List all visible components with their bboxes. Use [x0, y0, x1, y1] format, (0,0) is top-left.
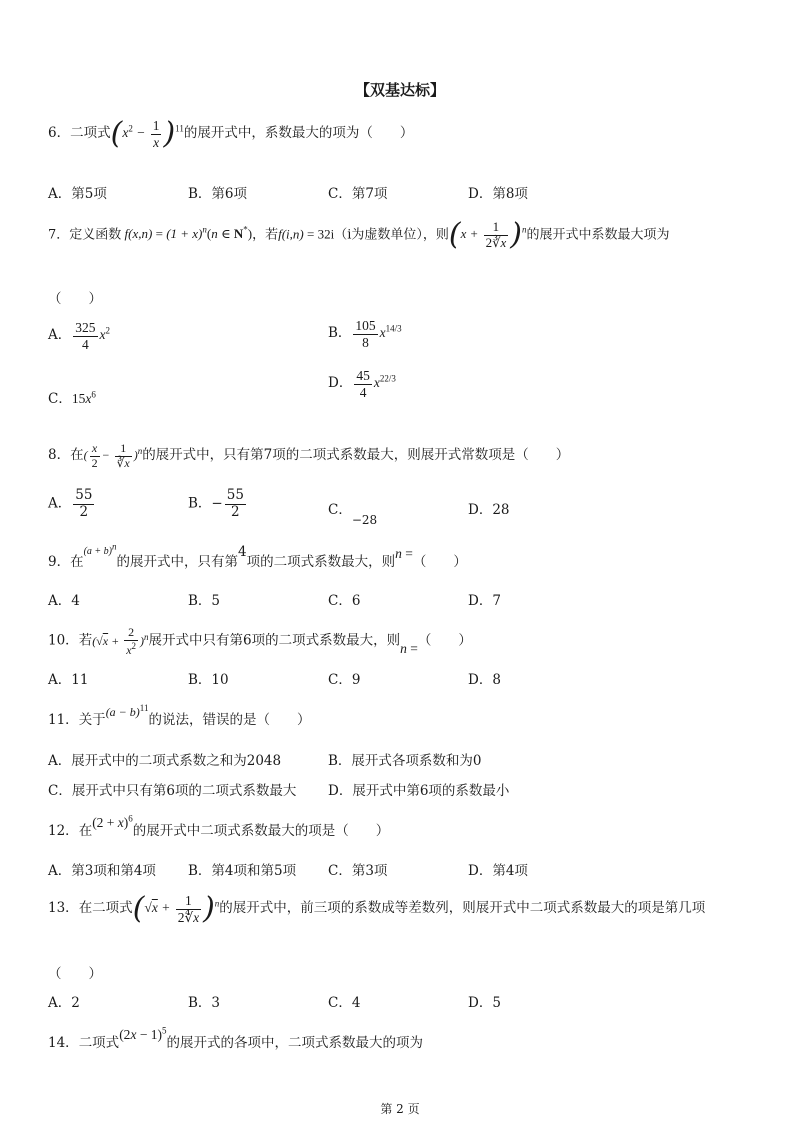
question-8 — [48, 442, 569, 471]
question-text: 的展开式中，前三项的系数成等差数列，则展开式中二项式系数最大的项是第几项 — [219, 900, 706, 917]
math-expression: 4 — [238, 544, 247, 560]
question-10 — [48, 626, 472, 658]
question-text: 在二项式 — [78, 900, 133, 917]
math-expression: (√x + $\frac{2}{x^2}$ )$^n$ — [92, 625, 149, 657]
option-b: B．3 — [188, 995, 221, 1011]
question-text: 的展开式中，只有第 — [116, 554, 239, 570]
question-7 — [48, 217, 670, 253]
answer-paren: （ ） — [48, 291, 102, 307]
question-number: 10． — [48, 632, 79, 649]
math-expression: n = — [400, 640, 418, 656]
question-13 — [48, 893, 705, 925]
question-number: 8． — [48, 447, 71, 464]
question-text: 项的二项式系数最大，则 — [246, 554, 396, 570]
question-9 — [48, 541, 467, 570]
option-a: A．4 — [48, 593, 80, 609]
option-d: D．7 — [468, 593, 501, 609]
section-title: 【双基达标】 — [354, 81, 445, 99]
option-c: C．9 — [328, 672, 361, 688]
math-expression: (x + $\frac{1}{2∛x}$ )$^n$ — [448, 217, 527, 253]
question-text: 在 — [70, 447, 84, 464]
question-text: 二项式 — [78, 1035, 120, 1051]
question-text: 的展开式中，系数最大的项为（ ） — [183, 125, 414, 142]
question-text: （ ） — [417, 632, 472, 649]
answer-paren: （ ） — [48, 966, 102, 982]
option-b: B．第6项 — [188, 186, 248, 202]
option-b: B．5 — [188, 593, 221, 609]
question-text: ，若 — [252, 227, 279, 243]
option-d: D． $\frac{45}{4}$ $x^{22/3}$ — [328, 368, 396, 400]
math-expression: f(i,n) = 32i — [278, 226, 335, 242]
question-12 — [48, 813, 390, 839]
question-number: 12． — [48, 823, 79, 839]
option-d: D．第8项 — [468, 186, 528, 202]
option-c: C．4 — [328, 995, 361, 1011]
math-expression: $(a - b)^{11}$ — [105, 703, 149, 719]
option-b: B．− $\frac{55}{2}$ — [188, 487, 244, 520]
question-text: 的说法，错误的是（ ） — [148, 712, 311, 728]
option-a: A．2 — [48, 995, 80, 1011]
question-text: 二项式 — [70, 125, 111, 142]
question-text: 关于 — [78, 712, 106, 728]
question-text: （ ） — [412, 554, 467, 570]
question-text: 的展开式的各项中，二项式系数最大的项为 — [166, 1035, 424, 1051]
question-text: （i为虚数单位），则 — [334, 227, 449, 243]
option-b: B．展开式各项系数和为0 — [328, 753, 482, 769]
page-number: 第 2 页 — [380, 1102, 420, 1116]
option-d: D．8 — [468, 672, 501, 688]
option-b: B．第4项和第5项 — [188, 863, 297, 879]
option-c: C．$15x^6$ — [48, 389, 96, 407]
option-b: B．10 — [188, 672, 229, 688]
option-c: C．第7项 — [328, 186, 388, 202]
question-6 — [48, 118, 413, 150]
option-a: A．第5项 — [48, 186, 107, 202]
question-text: 若 — [78, 632, 93, 649]
math-expression: (a + b)n — [83, 541, 117, 557]
question-text: 的展开式中，只有第7项的二项式系数最大，则展开式常数项是（ ） — [142, 447, 570, 464]
option-c: C．−28 — [328, 502, 378, 527]
option-c: C．展开式中只有第6项的二项式系数最大 — [48, 783, 297, 799]
math-expression: ( $\frac{x}{2}$ − $\frac{1}{∛x}$ )$^n$ — [83, 441, 143, 470]
question-text: 展开式中只有第6项的二项式系数最大，则 — [148, 632, 401, 649]
option-a: A． $\frac{325}{4}$ $x^2$ — [48, 320, 110, 352]
math-expression: $(2 + x)^6$ — [92, 813, 133, 830]
question-text: 的展开式中系数最大项为 — [526, 227, 670, 243]
math-expression: n = — [395, 546, 413, 561]
question-14 — [48, 1025, 424, 1051]
option-a: A．展开式中的二项式系数之和为2048 — [48, 753, 282, 769]
option-d: D．5 — [468, 995, 501, 1011]
question-number: 6． — [48, 125, 71, 142]
question-text: 的展开式中二项式系数最大的项是（ ） — [132, 823, 390, 839]
question-number: 13． — [48, 900, 79, 917]
question-text: 在 — [70, 554, 84, 570]
question-number: 14． — [48, 1035, 79, 1051]
option-a: A．第3项和第4项 — [48, 863, 156, 879]
math-expression: (√x + $\frac{1}{2∜x}$ )$^n$ — [132, 891, 220, 927]
option-d: D．第4项 — [468, 863, 528, 879]
math-expression: $f(x,n) = (1 + x)^n(n$ ∈ N*) — [121, 225, 253, 242]
option-b: B． $\frac{105}{8}$ $x^{14/3}$ — [328, 318, 402, 350]
question-text: 定义函数 — [69, 227, 122, 243]
option-a: A． $\frac{55}{2}$ — [48, 487, 93, 520]
option-d: D．展开式中第6项的系数最小 — [328, 783, 510, 799]
question-number: 7． — [48, 227, 70, 243]
option-c: C．6 — [328, 593, 361, 609]
math-expression: $(2x - 1)^5$ — [119, 1025, 167, 1042]
question-number: 9． — [48, 554, 71, 570]
question-11 — [48, 703, 311, 728]
math-expression: ($x^2$ − $\frac{1}{x}$ )$^{11}$ — [110, 116, 184, 152]
question-text: 在 — [78, 823, 93, 839]
option-a: A．11 — [48, 672, 89, 688]
option-d: D．28 — [468, 502, 510, 518]
question-number: 11． — [48, 712, 79, 728]
option-c: C．第3项 — [328, 863, 388, 879]
